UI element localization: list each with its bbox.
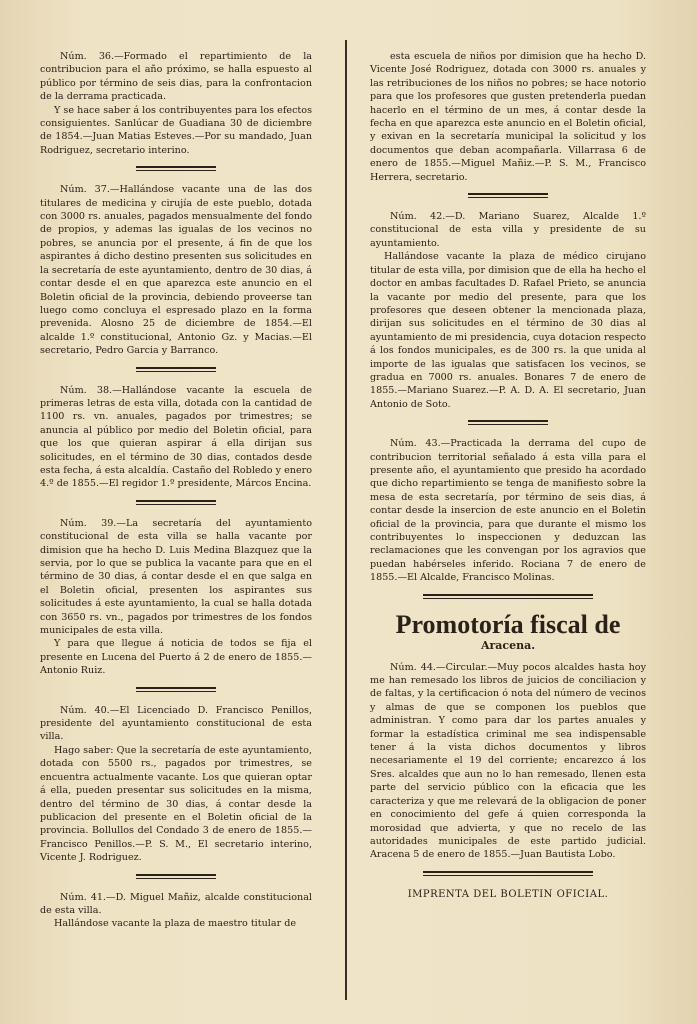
announcement-paragraph: Y se hace saber á los contribuyentes para los efectos consiguientes. Sanlúcar de Guadiana 30 de diciembre de 1854.—Juan Matias Esteves.—Por su mandado, Juan Rodriguez, secretario interino. xyxy=(40,104,312,156)
announcement xyxy=(370,437,646,584)
announcement xyxy=(40,50,312,157)
announcement-paragraph: Núm. 40.—El Licenciado D. Francisco Penillos, presidente del ayuntamiento constitucional de esta villa. xyxy=(40,704,312,743)
announcement-paragraph: Núm. 39.—La secretaría del ayuntamiento constitucional de esta villa se halla vacante por dimision que ha hecho D. Luis Medina Blazquez que la servia, por lo que se publica la vacante para que en el término de 30 dias, á contar desde el en que salga en el Boletin oficial, presenten los aspirantes sus solicitudes á este ayuntamiento, la cual se halla dotada con 3650 rs. vn., pagados por trimestres de los fondos municipales de esta villa. xyxy=(40,517,312,637)
announcement-paragraph: Núm. 42.—D. Mariano Suarez, Alcalde 1.º constitucional de esta villa y presidente de su ayuntamiento. xyxy=(370,211,646,249)
announcement xyxy=(40,891,312,931)
right-column-top xyxy=(370,50,646,585)
announcement-paragraph: Hallándose vacante la plaza de maestro titular de xyxy=(54,918,297,930)
separator-rule xyxy=(468,193,548,198)
separator-rule xyxy=(136,874,216,879)
section-subheading: Aracena. xyxy=(480,638,536,652)
announcement xyxy=(40,384,312,491)
separator-rule xyxy=(136,166,216,171)
announcement xyxy=(40,704,312,865)
separator-rule xyxy=(468,420,548,425)
left-column xyxy=(40,50,312,937)
announcement-paragraph: Núm. 38.—Hallándose vacante la escuela de primeras letras de esta villa, dotada con la cantidad de 1100 rs. vn. anuales, pagados por trimestres; se anuncia al público por medio del Boletin oficial, para que los que quieran aspirar á ella dirijan sus solicitudes, en el término de 30 dias, contados desde esta fecha, á esta alcaldía. Castaño del Robledo y enero 4.º de 1855.—El regidor 1.º presidente, Márcos Encina. xyxy=(40,384,312,490)
announcement-paragraph: esta escuela de niños por dimision que ha hecho D. Vicente José Rodriguez, dotada con 3000 rs. anuales y las retribuciones de los niños no pobres; se hace notorio para que los profesores que gusten pretenderla puedan hacerlo en el término de un mes, á contar desde la fecha en que aparezca este anuncio en el Boletin oficial, y exivan en la secretaría municipal la solicitud y los documentos que deban acompañarla. Villarrasa 6 de enero de 1855.—Miguel Mañiz.—P. S. M., Francisco Herrera, secretario. xyxy=(370,51,646,183)
announcement-paragraph: Núm. 43.—Practicada la derrama del cupo de contribucion territorial señalado á esta villa para el presente año, el ayuntamiento que presido ha acordado que dicho repartimiento se tenga de manifiesto sobre la mesa de esta secretaría, por término de seis dias, á contar desde la insercion de este anuncio en el Boletin oficial de la provincia, para que durante el mismo los contribuyentes lo inspeccionen y deduzcan las reclamaciones que les convengan por los agravios que puedan habérseles inferido. Rociana 7 de enero de 1855.—El Alcalde, Francisco Molinas. xyxy=(370,438,646,584)
announcement xyxy=(40,517,312,678)
announcement-paragraph: Núm. 36.—Formado el repartimiento de la contribucion para el año próximo, se halla espuesto al público por término de seis dias, para la confrontacion de la derrama practicada. xyxy=(40,51,312,103)
right-column xyxy=(370,50,646,901)
section-heading: Promotoría fiscal de xyxy=(395,609,621,639)
column-divider xyxy=(345,40,347,1000)
announcement-paragraph: Y para que llegue á noticia de todos se fija el presente en Lucena del Puerto á 2 de enero de 1855.—Antonio Ruiz. xyxy=(40,638,312,677)
section-rule xyxy=(423,594,593,599)
announcement xyxy=(370,50,646,184)
right-column-bottom xyxy=(370,661,646,862)
announcement xyxy=(370,210,646,411)
announcement-paragraph: Hallándose vacante la plaza de médico cirujano titular de esta villa, por dimision que de ella ha hecho el doctor en ambas facultades D. Rafael Prieto, se anuncia la vacante por medio del presente, para que los profesores que deseen obtener la mencionada plaza, dirijan sus solicitudes en el término de 30 dias al ayuntamiento de mi presidencia, cuya dotacion respecto á los fondos municipales, es de 300 rs. la que unida al importe de las igualas que satisfacen los vecinos, se gradua en 7000 rs. anuales. Bonares 7 de enero de 1855.—Mariano Suarez.—P. A. D. A. El secretario, Juan Antonio de Soto. xyxy=(370,251,646,410)
separator-rule xyxy=(136,367,216,372)
announcement-paragraph: Núm. 44.—Circular.—Muy pocos alcaldes hasta hoy me han remesado los libros de juicios de conciliacion y de faltas, y la certificacion ó nota del número de vecinos y almas de que se componen los pueblos que administran. Y como para dar los partes anuales y formar la estadística criminal me sea indispensable tener á la vista dichos documentos y libros necesariamente el 19 del corriente; encarezco á los Sres. alcaldes que aun no lo han remesado, llenen esta parte del servicio público con la eficacia que les caracteriza y que me relevará de la obligacion de poner en conocimiento del gefe á quien corresponda la morosidad que advierta, y que no recelo de las autoridades municipales de este partido judicial. Aracena 5 de enero de 1855.—Juan Bautista Lobo. xyxy=(370,661,646,861)
announcement xyxy=(40,183,312,357)
imprint-footer: IMPRENTA DEL BOLETIN OFICIAL. xyxy=(407,888,609,900)
announcement xyxy=(370,661,646,862)
announcement-paragraph: Núm. 37.—Hallándose vacante una de las dos titulares de medicina y cirujía de este pueblo, dotada con 3000 rs. anuales, pagados mensualmente del fondo de propios, y ademas las igualas de los vecinos no pobres, se anuncia por el presente, á fin de que los aspirantes á dicho destino presenten sus solicitudes en la secretaría de este ayuntamiento, dentro de 30 dias, á contar desde el en que aparezca este anuncio en el Boletin oficial de la provincia, debiendo proveerse tan luego como concluya el espresado plazo en la forma prevenida. Alosno 25 de diciembre de 1854.—El alcalde 1.º constitucional, Antonio Gz. y Macias.—El secretario, Pedro Garcia y Barranco. xyxy=(40,184,313,357)
announcement-paragraph: Hago saber: Que la secretaría de este ayuntamiento, dotada con 5500 rs., pagados por trimestres, se encuentra actualmente vacante. Los que quieran optar á ella, pueden presentar sus solicitudes en la misma, dentro del término de 30 dias, á contar desde la publicacion del presente en el Boletin oficial de la provincia. Bollullos del Condado 3 de enero de 1855.—Francisco Penillos.—P. S. M., El secretario interino, Vicente J. Rodriguez. xyxy=(40,744,312,864)
footer-rule xyxy=(423,871,593,876)
announcement-paragraph: Núm. 41.—D. Miguel Mañiz, alcalde constitucional de esta villa. xyxy=(40,891,312,916)
separator-rule xyxy=(136,687,216,692)
separator-rule xyxy=(136,500,216,505)
